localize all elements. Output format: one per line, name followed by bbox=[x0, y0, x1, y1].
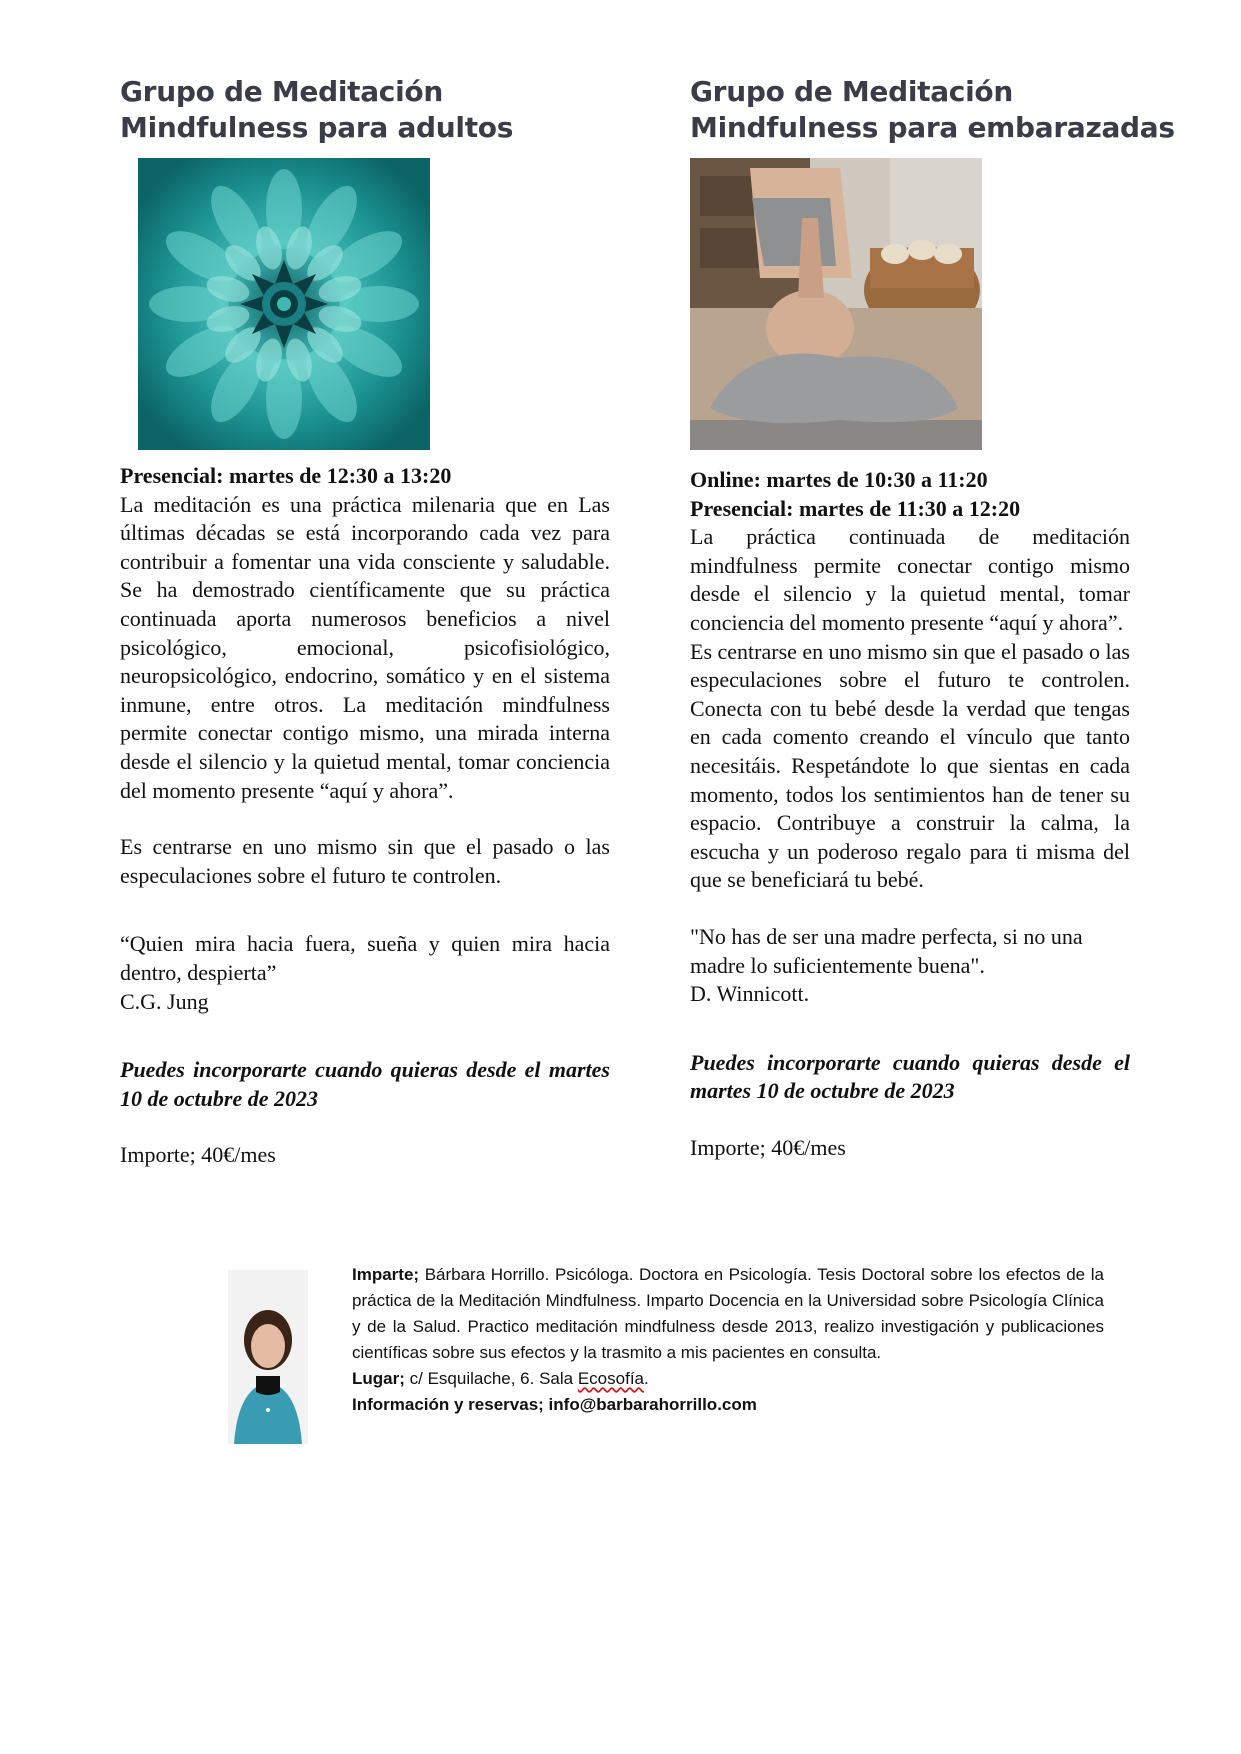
right-schedule-online: Online: martes de 10:30 a 11:20 bbox=[690, 467, 988, 492]
right-quote: "No has de ser una madre perfecta, si no una madre lo suficientemente buena". bbox=[690, 923, 1083, 978]
left-title-line2: Mindfulness para adultos bbox=[120, 111, 514, 144]
left-quote: “Quien mira hacia fuera, sueña y quien mira hacia dentro, despierta” bbox=[120, 931, 610, 985]
info-label: Información y reservas; bbox=[352, 1395, 544, 1414]
right-title-line1: Grupo de Meditación bbox=[690, 75, 1013, 108]
lugar-place: Ecosofía bbox=[577, 1369, 644, 1388]
instructor-photo bbox=[228, 1270, 308, 1444]
left-title-line1: Grupo de Meditación bbox=[120, 75, 443, 108]
lugar-text: c/ Esquilache, 6. Sala bbox=[409, 1369, 574, 1388]
instructor-bio bbox=[352, 1262, 1104, 1366]
right-column bbox=[690, 74, 1175, 1162]
left-join-note: Puedes incorporarte cuando quieras desde el martes 10 de octubre de 2023 bbox=[120, 1057, 610, 1111]
left-price: Importe; 40€/mes bbox=[120, 1142, 276, 1168]
contact-line bbox=[352, 1392, 1104, 1418]
right-title-line2: Mindfulness para embarazadas bbox=[690, 111, 1175, 144]
right-quote-author: D. Winnicott. bbox=[690, 981, 810, 1007]
lugar-label: Lugar; bbox=[352, 1369, 405, 1388]
info-email[interactable]: info@barbarahorrillo.com bbox=[548, 1395, 757, 1414]
instructor-info bbox=[352, 1262, 1104, 1418]
left-paragraph-1: La meditación es una práctica milenaria que en Las últimas décadas se está incorporando cada vez para contribuir a fomentar una vida consciente y saludable. Se ha demostrado científicamente que su práctica continuada aporta numerosos beneficios a nivel psicológico, emocional, psicofisiológico, neuropsicológico, endocrino, somático y en el sistema inmune, entre otros. La meditación mindfulness permite conectar contigo mismo, una mirada interna desde el silencio y la quietud mental, tomar conciencia del momento presente “aquí y ahora”. bbox=[120, 491, 610, 803]
left-quote-author: C.G. Jung bbox=[120, 988, 209, 1014]
right-join-note: Puedes incorporarte cuando quieras desde el martes 10 de octubre de 2023 bbox=[690, 1049, 1130, 1104]
left-title bbox=[120, 74, 610, 146]
right-price: Importe; 40€/mes bbox=[690, 1134, 846, 1160]
lugar-end: . bbox=[644, 1369, 649, 1388]
left-schedule: Presencial: martes de 12:30 a 13:20 bbox=[120, 463, 452, 488]
imparte-label: Imparte; bbox=[352, 1265, 420, 1284]
mandala-image bbox=[138, 158, 430, 450]
imparte-text: Bárbara Horrillo. Psicóloga. Doctora en Psicología. Tesis Doctoral sobre los efectos de la práctica de la Meditación Mindfulness. Imparto Docencia en la Universidad sobre Psicología Clínica y de la Salud. Practico meditación mindfulness desde 2013, realizo investigación y publicaciones científicas sobre sus efectos y la trasmito a mis pacientes en consulta. bbox=[352, 1265, 1104, 1362]
pregnant-meditation-image bbox=[690, 158, 982, 450]
right-schedule-presencial: Presencial: martes de 11:30 a 12:20 bbox=[690, 495, 1021, 521]
left-paragraph-2: Es centrarse en uno mismo sin que el pasado o las especulaciones sobre el futuro te controlen. bbox=[120, 834, 610, 888]
right-paragraph-1: La práctica continuada de meditación mindfulness permite conectar contigo mismo desde el silencio y la quietud mental, tomar conciencia del momento presente “aquí y ahora”. bbox=[690, 524, 1130, 635]
right-title bbox=[690, 74, 1241, 146]
location-line bbox=[352, 1366, 1104, 1392]
left-column bbox=[120, 74, 610, 1170]
right-paragraph-2: Es centrarse en uno mismo sin que el pasado o las especulaciones sobre el futuro te controlen. Conecta con tu bebé desde la verdad que tengas en cada comento creando el vínculo que tanto necesitáis. Respetándote lo que sientas en cada momento, todos los sentimientos han de tener su espacio. Contribuye a construir la calma, la escucha y un poderoso regalo para ti misma del que se beneficiará tu bebé. bbox=[690, 638, 1130, 893]
